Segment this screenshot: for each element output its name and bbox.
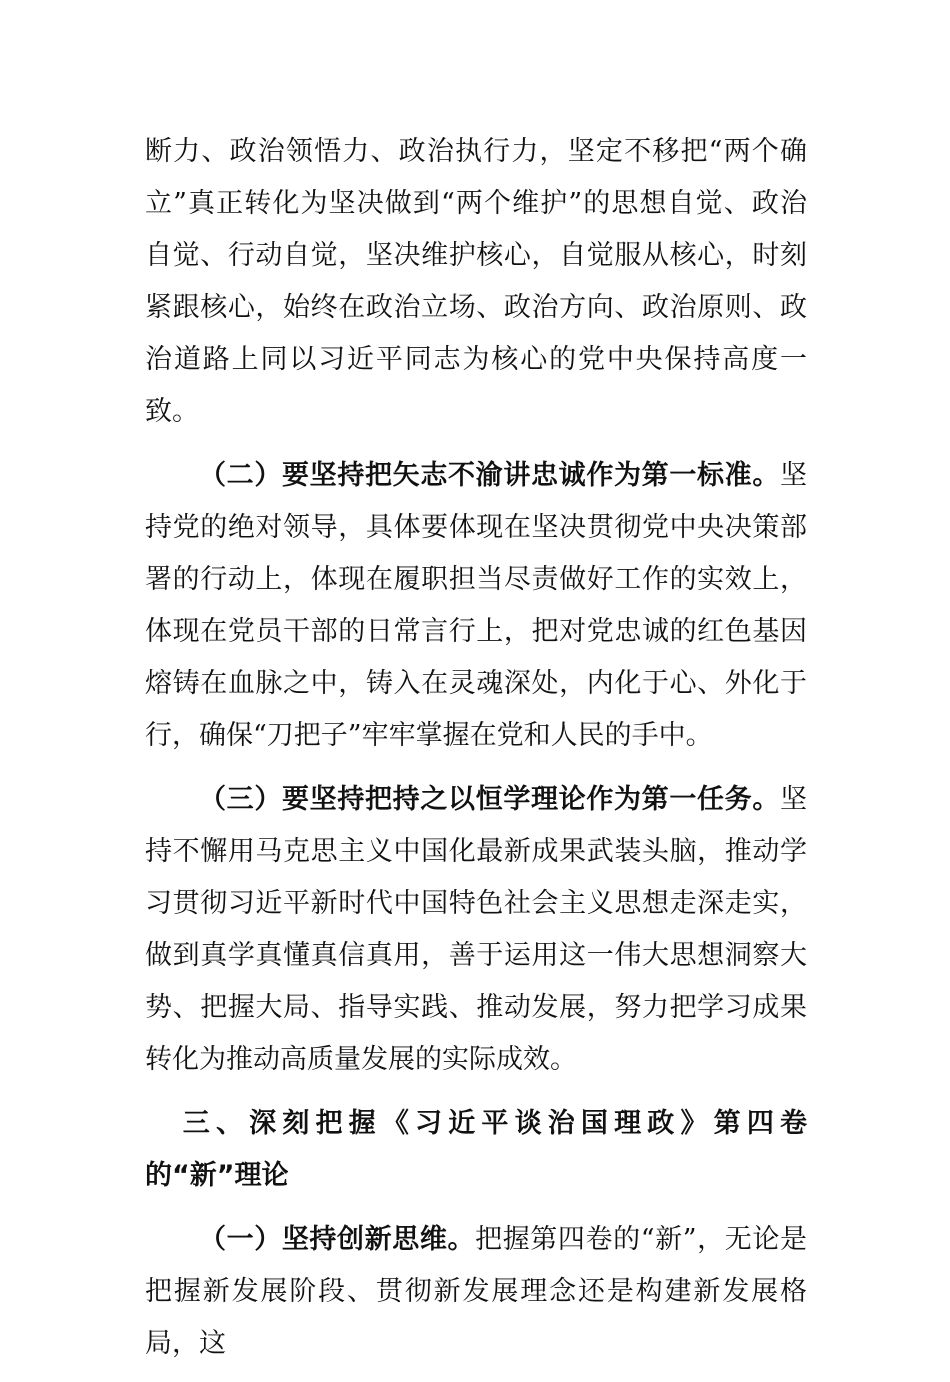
- paragraph-text: 断力、政治领悟力、政治执行力，坚定不移把“两个确立”真正转化为坚决做到“两个维护”的思想自觉、政治自觉、行动自觉，坚决维护核心，自觉服从核心，时刻紧跟核心，始终在政治立场、政治方向、政治原则、政治道路上同以习近平同志为核心的党中央保持高度一致。: [145, 136, 807, 427]
- paragraph-innovative-thinking: [145, 1214, 807, 1370]
- paragraph-text: 坚持党的绝对领导，具体要体现在坚决贯彻党中央决策部署的行动上，体现在履职担当尽责做好工作的实效上，体现在党员干部的日常言行上，把对党忠诚的红色基因熔铸在血脉之中，铸入在灵魂深处，内化于心、外化于行，确保“刀把子”牢牢掌握在党和人民的手中。: [145, 460, 807, 751]
- paragraph-loyalty-standard: [145, 450, 807, 762]
- paragraph-text: 把握第四卷的“新”，无论是把握新发展阶段、贯彻新发展理念还是构建新发展格局，这: [145, 1224, 808, 1359]
- paragraph-lead-bold: （一）坚持创新思维。: [199, 1224, 476, 1255]
- section-heading: 三、深刻把握《习近平谈治国理政》第四卷的“新”理论: [145, 1108, 807, 1191]
- paragraph-continuation: [145, 126, 807, 438]
- document-body: [145, 126, 807, 1382]
- paragraph-text: 坚持不懈用马克思主义中国化最新成果武装头脑，推动学习贯彻习近平新时代中国特色社会主义思想走深走实，做到真学真懂真信真用，善于运用这一伟大思想洞察大势、把握大局、指导实践、推动发展，努力把学习成果转化为推动高质量发展的实际成效。: [145, 784, 807, 1075]
- paragraph-theory-study: [145, 774, 807, 1086]
- paragraph-lead-bold: （三）要坚持把持之以恒学理论作为第一任务。: [199, 784, 780, 815]
- paragraph-lead-bold: （二）要坚持把矢志不渝讲忠诚作为第一标准。: [199, 460, 780, 491]
